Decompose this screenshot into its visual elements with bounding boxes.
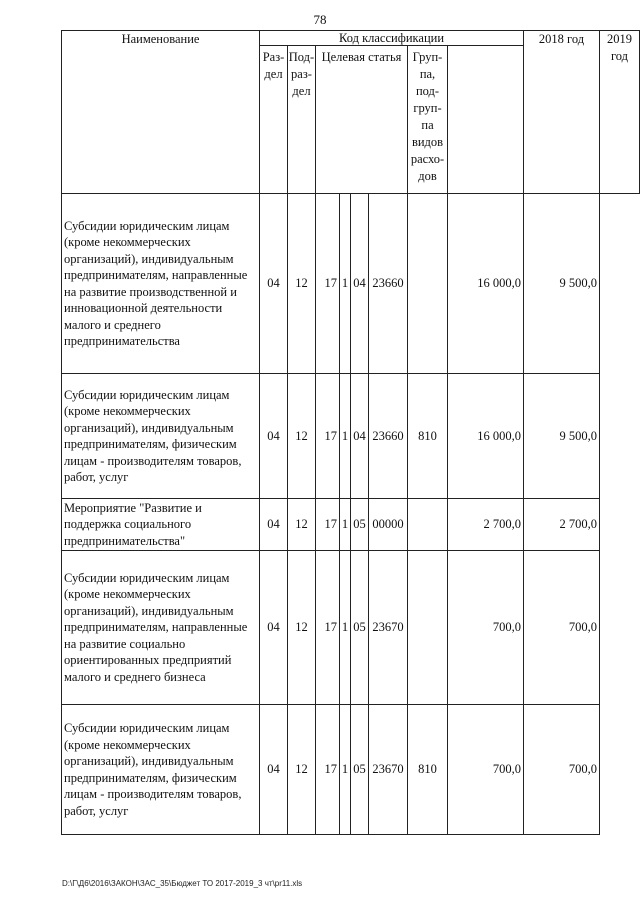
row-cs-event: 05 bbox=[351, 499, 369, 551]
row-cs-event: 05 bbox=[351, 705, 369, 835]
row-name: Субсидии юридическим лицам (кроме некоммерческих организаций), индивидуальным предпринимателям, направленные на развитие производственной и инновационной деятельности малого и среднего предпринимательства bbox=[62, 194, 260, 374]
row-2019: 9 500,0 bbox=[524, 194, 600, 374]
row-2018: 16 000,0 bbox=[448, 194, 524, 374]
row-cs-direction: 23670 bbox=[369, 551, 408, 705]
header-year-2018: 2018 год bbox=[524, 31, 600, 194]
row-cs-program: 17 bbox=[316, 374, 340, 499]
row-cs-event: 05 bbox=[351, 551, 369, 705]
row-vid: 810 bbox=[408, 705, 448, 835]
row-razdel: 04 bbox=[260, 374, 288, 499]
row-podrazdel: 12 bbox=[288, 705, 316, 835]
row-cs-program: 17 bbox=[316, 499, 340, 551]
header-year-2019: 2019 год bbox=[600, 31, 640, 194]
row-cs-direction: 23660 bbox=[369, 194, 408, 374]
row-2019: 700,0 bbox=[524, 705, 600, 835]
row-2019: 2 700,0 bbox=[524, 499, 600, 551]
row-podrazdel: 12 bbox=[288, 551, 316, 705]
header-razdel: Раз- дел bbox=[260, 46, 288, 194]
header-gruppa: Груп- па, под- груп- па видов расхо- дов bbox=[408, 46, 448, 194]
header-celevaya-statya: Целевая статья bbox=[316, 46, 408, 194]
row-vid bbox=[408, 499, 448, 551]
table-row bbox=[62, 194, 640, 374]
row-2019: 9 500,0 bbox=[524, 374, 600, 499]
header-code: Код классификации bbox=[260, 31, 524, 46]
row-vid bbox=[408, 551, 448, 705]
file-path-footer: D:\Г\Д6\2016\ЗАКОН\ЗАС_35\Бюджет ТО 2017-2019_3 чт\pr11.xls bbox=[62, 879, 303, 888]
row-2018: 16 000,0 bbox=[448, 374, 524, 499]
row-podrazdel: 12 bbox=[288, 374, 316, 499]
table-row bbox=[62, 374, 640, 499]
row-cs-event: 04 bbox=[351, 374, 369, 499]
row-cs-subprogram: 1 bbox=[340, 499, 351, 551]
header-podrazdel: Под- раз- дел bbox=[288, 46, 316, 194]
page-number: 78 bbox=[313, 12, 327, 27]
row-cs-event: 04 bbox=[351, 194, 369, 374]
row-razdel: 04 bbox=[260, 194, 288, 374]
row-cs-program: 17 bbox=[316, 705, 340, 835]
row-vid bbox=[408, 194, 448, 374]
row-vid: 810 bbox=[408, 374, 448, 499]
row-2018: 2 700,0 bbox=[448, 499, 524, 551]
header-name: Наименование bbox=[62, 31, 260, 194]
row-razdel: 04 bbox=[260, 551, 288, 705]
row-cs-direction: 00000 bbox=[369, 499, 408, 551]
row-name: Субсидии юридическим лицам (кроме некоммерческих организаций), индивидуальным предпринимателям, физическим лицам - производителям товаров, работ, услуг bbox=[62, 705, 260, 835]
row-cs-subprogram: 1 bbox=[340, 194, 351, 374]
row-cs-subprogram: 1 bbox=[340, 551, 351, 705]
row-razdel: 04 bbox=[260, 705, 288, 835]
row-name: Мероприятие "Развитие и поддержка социального предпринимательства" bbox=[62, 499, 260, 551]
row-2018: 700,0 bbox=[448, 551, 524, 705]
row-2018: 700,0 bbox=[448, 705, 524, 835]
row-cs-direction: 23660 bbox=[369, 374, 408, 499]
row-podrazdel: 12 bbox=[288, 194, 316, 374]
row-name: Субсидии юридическим лицам (кроме некоммерческих организаций), индивидуальным предпринимателям, физическим лицам - производителям товаров, работ, услуг bbox=[62, 374, 260, 499]
row-cs-subprogram: 1 bbox=[340, 374, 351, 499]
table-row bbox=[62, 705, 640, 835]
row-2019: 700,0 bbox=[524, 551, 600, 705]
row-cs-program: 17 bbox=[316, 194, 340, 374]
row-cs-direction: 23670 bbox=[369, 705, 408, 835]
row-cs-subprogram: 1 bbox=[340, 705, 351, 835]
row-cs-program: 17 bbox=[316, 551, 340, 705]
budget-table bbox=[61, 30, 640, 835]
row-podrazdel: 12 bbox=[288, 499, 316, 551]
row-razdel: 04 bbox=[260, 499, 288, 551]
table-row bbox=[62, 551, 640, 705]
table-row bbox=[62, 499, 640, 551]
row-name: Субсидии юридическим лицам (кроме некоммерческих организаций), индивидуальным предпринимателям, направленные на развитие социально ориентированных предприятий малого и среднего бизнеса bbox=[62, 551, 260, 705]
